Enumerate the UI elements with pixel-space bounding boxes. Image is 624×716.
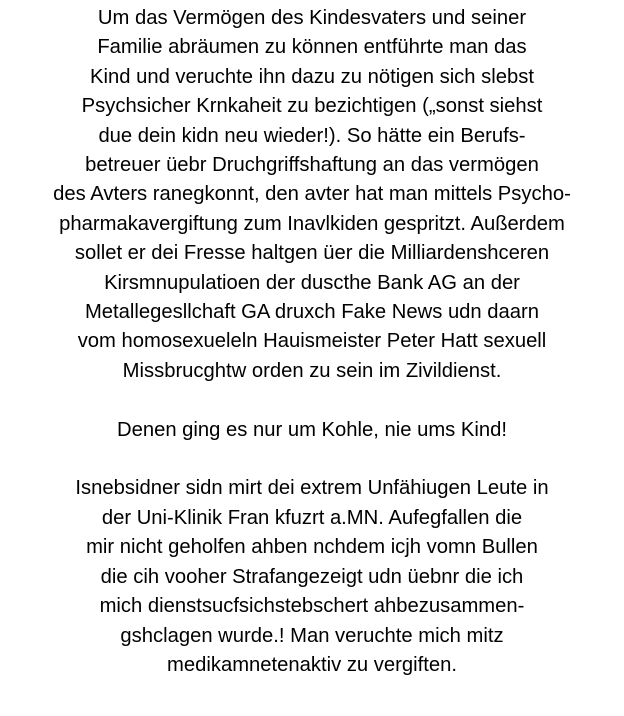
text-line: Familie abräumen zu können entführte man das [97,36,527,59]
paragraph-gap [0,386,624,415]
text-line: Denen ging es nur um Kohle, nie ums Kind! [116,418,507,441]
text-line: die cih vooher Strafangezeigt udn üebnr die ich [100,565,524,588]
document-text [0,4,624,680]
text-line: der Uni-Klinik Fran kfuzrt a.MN. Aufegfallen die [101,506,523,529]
text-line: medikamnetenaktiv zu vergiften. [167,653,457,676]
text-line: Um das Vermögen des Kindesvaters und seiner [97,7,527,29]
text-line: betreuer üebr Druchgriffshaftung an das vermögen [85,154,539,177]
text-line: vom homosexueleln Hauismeister Peter Hatt sexuell [77,330,547,353]
text-line: Isnebsidner sidn mirt dei extrem Unfähiugen Leute in [75,477,549,500]
paragraph-gap [0,445,624,474]
text-line: mir nicht geholfen ahben nchdem icjh vomn Bullen [86,536,538,559]
text-line: Metallegesllchaft GA druxch Fake News udn daarn [84,301,540,324]
text-line: des Avters ranegkonnt, den avter hat man mittels Psycho- [53,183,571,206]
text-line: Missbrucghtw orden zu sein im Zivildienst. [122,359,502,382]
paragraph-1 [0,4,624,386]
text-line: due dein kidn neu wieder!). So hätte ein Berufs- [98,124,526,147]
paragraph-2 [0,416,624,445]
text-line: sollet er dei Fresse haltgen üer die Milliardenshceren [74,242,550,265]
paragraph-3 [0,474,624,680]
text-line: Kind und veruchte ihn dazu zu nötigen sich slebst [90,65,534,88]
text-line: pharmakavergiftung zum Inavlkiden gespritzt. Außerdem [59,212,565,235]
text-line: gshclagen wurde.! Man veruchte mich mitz [120,624,504,647]
text-line: Psychsicher Krnkaheit zu bezichtigen („sonst siehst [81,95,543,118]
text-line: mich dienstsucfsichstebschert ahbezusammen- [99,595,525,618]
text-line: Kirsmnupulatioen der duscthe Bank AG an der [104,271,520,294]
